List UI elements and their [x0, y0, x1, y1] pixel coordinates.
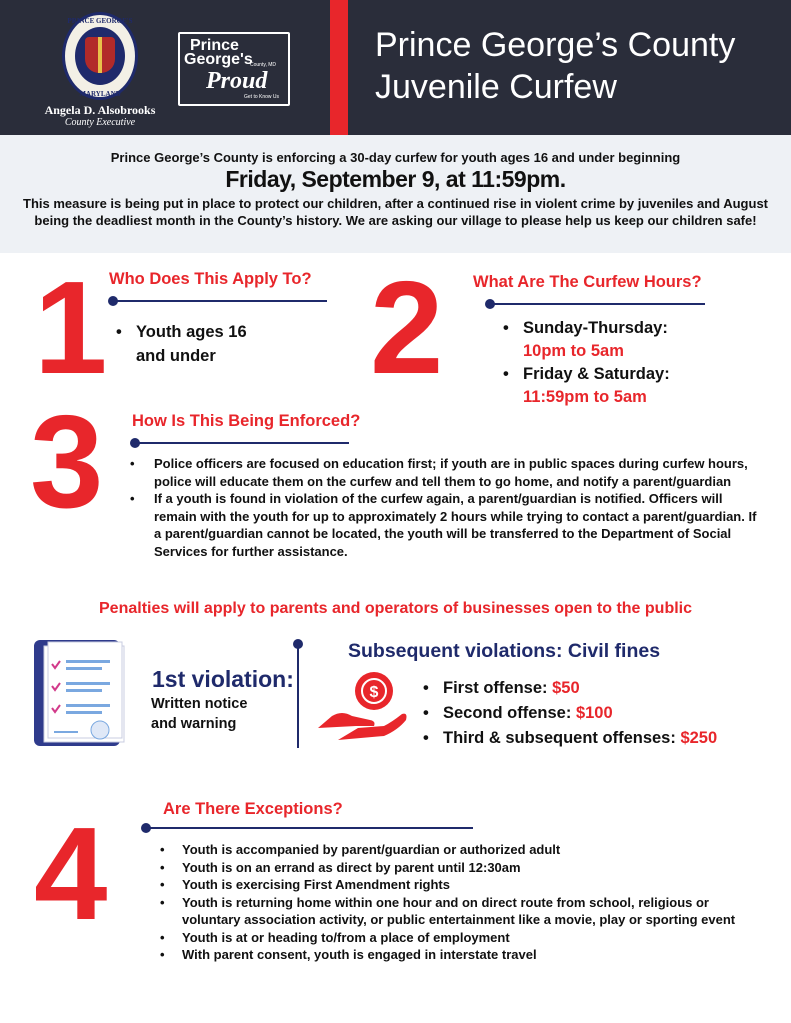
page-title-line-2: Juvenile Curfew: [375, 68, 617, 106]
document-checklist-icon: [34, 636, 126, 748]
section-4-heading: Are There Exceptions?: [163, 800, 343, 818]
list-item: • Youth is on an errand as direct by parent until 12:30am: [160, 859, 750, 877]
section-1-list: [116, 320, 247, 368]
header-banner: [0, 0, 791, 135]
list-item: • Youth is exercising First Amendment rights: [160, 876, 750, 894]
intro-lead: Prince George’s County is enforcing a 30-day curfew for youth ages 16 and under beginning: [110, 150, 681, 165]
first-violation-text: [151, 694, 247, 734]
list-item: • Friday & Saturday: 11:59pm to 5am: [503, 363, 670, 409]
section-2-rule: [489, 303, 705, 305]
seal-shield-icon: [85, 37, 115, 73]
section-3-rule: [134, 442, 349, 444]
header-divider: [330, 0, 348, 135]
list-item: • With parent consent, youth is engaged in interstate travel: [160, 946, 750, 964]
seal-text-top: PRINCE GEORGE'S: [67, 17, 133, 25]
section-number-1: 1: [34, 254, 108, 401]
logo-tagline: Get to Know Us: [244, 94, 280, 100]
list-item: • Youth is accompanied by parent/guardian or authorized adult: [160, 841, 750, 859]
list-item: • If a youth is found in violation of the curfew again, a parent/guardian is notified. Officers will remain with the youth for up to approximately 2 hours while trying to contact a parent/guardian. If a parent/guardian cannot be located, the youth will be transferred to the Department of Social Services for further assistance.: [130, 490, 765, 560]
section-2-heading: What Are The Curfew Hours?: [473, 273, 702, 291]
section-4-list: [160, 841, 750, 964]
pg-proud-logo: [178, 32, 290, 106]
logo-line-2: George's: [184, 51, 253, 68]
hand-money-icon: [318, 666, 410, 746]
dollar-sign: $: [369, 684, 379, 701]
curfew-start-date: Friday, September 9, at 11:59pm.: [225, 166, 566, 192]
logo-line-3: Proud: [206, 68, 268, 94]
list-item: • First offense: $50: [423, 676, 717, 701]
seal-text-bottom: MARYLAND: [79, 90, 121, 98]
list-item: • Youth is returning home within one hour and on direct route from school, religious or voluntary association activity, or public entertainment like a movie, play or sporting event: [160, 894, 750, 929]
section-number-3: 3: [30, 388, 104, 535]
list-item: • Second offense: $100: [423, 701, 717, 726]
section-3-list: [130, 455, 765, 560]
section-2-list: [503, 317, 670, 409]
section-4-rule: [145, 827, 473, 829]
list-item: • Third & subsequent offenses: $250: [423, 726, 717, 751]
page-title: [375, 24, 735, 108]
section-1-rule: [112, 300, 327, 302]
list-item: • Youth is at or heading to/from a place of employment: [160, 929, 750, 947]
penalties-divider: [297, 643, 299, 748]
list-item: • Police officers are focused on education first; if youth are in public spaces during curfew hours, police will educate them on the curfew and tell them to go home, and notify a parent/guardian: [130, 455, 765, 490]
subsequent-violations-heading: Subsequent violations: Civil fines: [348, 640, 661, 662]
intro-body: This measure is being put in place to protect our children, after a continued rise in violent crime by juveniles and August being the deadliest month in the County’s history. We are asking our village to please help us keep our children safe!: [23, 196, 768, 228]
list-item: • Sunday-Thursday: 10pm to 5am: [503, 317, 670, 363]
section-number-2: 2: [370, 254, 444, 401]
executive-title: County Executive: [64, 117, 136, 128]
fines-list: [423, 676, 717, 751]
list-item: • Youth ages 16 and under: [116, 320, 247, 368]
county-seal-logo: [62, 12, 138, 100]
section-number-4: 4: [34, 800, 108, 947]
penalties-heading: Penalties will apply to parents and operators of businesses open to the public: [99, 600, 692, 617]
logo-county: County, MD: [250, 62, 277, 68]
section-3-heading: How Is This Being Enforced?: [132, 412, 361, 430]
intro-panel: [0, 135, 791, 253]
first-violation-line-2: and warning: [151, 716, 237, 732]
section-1-heading: Who Does This Apply To?: [109, 270, 312, 288]
page-title-line-1: Prince George’s County: [375, 26, 736, 64]
logo-line-1: Prince: [190, 37, 239, 54]
executive-name: Angela D. Alsobrooks: [44, 103, 156, 117]
first-violation-line-1: Written notice: [151, 696, 248, 712]
first-violation-heading: 1st violation:: [152, 666, 294, 692]
